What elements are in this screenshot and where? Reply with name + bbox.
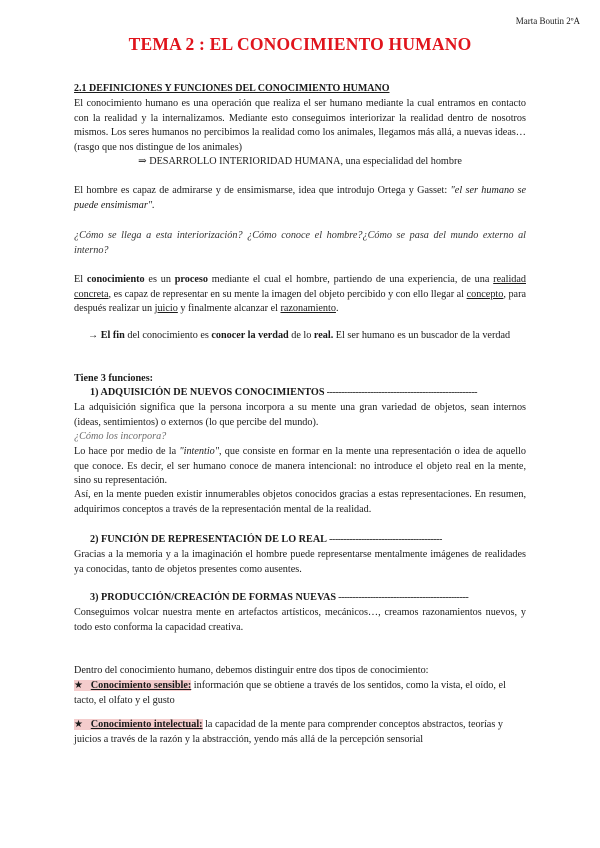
function-2-title: [90, 533, 526, 548]
def-text-7: .: [335, 303, 339, 314]
arrow-line-text: ⇒ DESARROLLO INTERIORIDAD HUMANA, una especialidad del hombre: [138, 156, 462, 167]
function-1-summary: [74, 488, 526, 517]
type-sensible-label: Conocimiento sensible:: [90, 680, 192, 691]
def-underline-concepto: concepto: [466, 288, 504, 300]
function-1-question-text: ¿Cómo los incorpora?: [74, 431, 167, 442]
def-text-3: mediante el cual el hombre, partiendo de una experiencia, de una: [207, 274, 494, 285]
intro-paragraph: [74, 97, 526, 155]
fin-text-1: del conocimiento es: [124, 330, 212, 341]
fin-paragraph: [88, 329, 526, 344]
type-intelectual: [74, 718, 526, 747]
section-heading: [74, 82, 526, 97]
questions-text: ¿Cómo se llega a esta interiorización? ¿Cómo conoce el hombre?¿Cómo se pasa del mundo externo al interno?: [74, 230, 526, 256]
function-3-text: [74, 606, 526, 635]
section-heading-text: 2.1 DEFINICIONES Y FUNCIONES DEL CONOCIMIENTO HUMANO: [74, 83, 390, 94]
author-header: Marta Boutin 2ºA: [515, 16, 580, 26]
ortega-quote: "el ser humano se puede ensimismar".: [74, 185, 526, 211]
function-1-text: [74, 401, 526, 430]
function-3-text-body: Conseguimos volcar nuestra mente en artefactos artísticos, mecánicos…, creamos razonamientos nuevos, y todo esto conforma la capacidad creativa.: [74, 607, 526, 633]
ortega-text: El hombre es capaz de admirarse y de ensimismarse, idea que introdujo Ortega y Gasset:: [74, 185, 451, 196]
page-title: TEMA 2 : EL CONOCIMIENTO HUMANO: [128, 34, 472, 54]
function-1-summary-text: Así, en la mente pueden existir innumerables objetos conocidos gracias a estas representaciones. En resumen, adquirimos conceptos a través de la representación mental de la realidad.: [74, 489, 526, 515]
def-bold-proceso: proceso: [174, 274, 208, 285]
ortega-paragraph: [74, 184, 526, 213]
function-2-text: [74, 548, 526, 577]
intentio-text-b: , que consiste en formar en la mente una representación o idea de aquello que conoce. Es decir, el ser humano conoce de manera intencional: no introduce el objeto real en la mente, sino su representación.: [74, 446, 526, 486]
fin-text-3: El ser humano es un buscador de la verdad: [333, 330, 511, 341]
function-1-text-body: La adquisición significa que la persona incorpora a su mente una gran variedad de objetos, sean internos (ideas, sentimientos) o externos (lo que percibe del mundo).: [74, 402, 526, 428]
def-text-5: , para después realizar un: [74, 288, 526, 314]
def-underline-realidad: realidad concreta: [74, 274, 526, 300]
intentio-word: "intentio": [179, 446, 220, 457]
function-1-title: [90, 386, 526, 401]
def-text-2: es un: [144, 274, 175, 285]
type-intelectual-highlight: [74, 719, 203, 730]
questions-paragraph: [74, 229, 526, 258]
definition-paragraph: [74, 273, 526, 317]
function-2-dashes: ---------------------------------------: [326, 534, 442, 545]
def-underline-razonamiento: razonamiento: [280, 303, 336, 314]
functions-intro-text: Tiene 3 funciones:: [74, 373, 154, 384]
arrow-line: [74, 155, 526, 170]
types-intro-text: Dentro del conocimiento humano, debemos distinguir entre dos tipos de conocimiento:: [74, 665, 429, 676]
function-3-title-text: 3) PRODUCCIÓN/CREACIÓN DE FORMAS NUEVAS: [90, 592, 337, 603]
function-2-text-body: Gracias a la memoria y a la imaginación el hombre puede representarse mentalmente imágenes de realidades ya conocidas, tanto de objetos presentes como ausentes.: [74, 549, 526, 575]
fin-arrow: →: [88, 330, 101, 341]
function-3-dashes: ---------------------------------------------: [336, 592, 469, 603]
function-1-dashes: ----------------------------------------------------: [324, 387, 477, 398]
star-icon: ★: [74, 719, 84, 730]
function-2-title-text: 2) FUNCIÓN DE REPRESENTACIÓN DE LO REAL: [90, 534, 327, 545]
function-3-title: [90, 591, 526, 606]
types-intro: [74, 664, 526, 679]
def-text-1: El: [74, 274, 87, 285]
def-text-6: y finalmente alcanzar el: [177, 303, 281, 314]
fin-text-2: de lo: [288, 330, 314, 341]
type-sensible-highlight: [74, 680, 191, 691]
type-intelectual-label: Conocimiento intelectual:: [90, 719, 203, 730]
def-underline-juicio: juicio: [154, 303, 178, 314]
def-bold-conocimiento: conocimiento: [86, 274, 145, 285]
intentio-text-a: Lo hace por medio de la: [74, 446, 180, 457]
star-icon: ★: [74, 680, 84, 691]
functions-intro: [74, 372, 526, 387]
function-1-question: [74, 430, 526, 445]
type-sensible: [74, 679, 526, 708]
intro-paragraph-text: El conocimiento humano es una operación que realiza el ser humano mediante la cual entramos en contacto con la realidad y la internalizamos. Mediante esto conseguimos interiorizar la realidad dentro de nosotros mismos. Los seres humanos no percibimos la realidad como los animales, llegamos más allá, a nuevas ideas… (rasgo que nos distingue de los animales): [74, 98, 526, 153]
type-intelectual-text: la capacidad de la mente para comprender conceptos abstractos, teorías y juicios a través de la razón y la abstracción, yendo más allá de la percepción sensorial: [74, 719, 503, 745]
function-1-intentio: [74, 445, 526, 489]
fin-bold-2: conocer la verdad: [211, 330, 289, 341]
type-sensible-text: información que se obtiene a través de los sentidos, como la vista, el oído, el tacto, el olfato y el gusto: [74, 680, 506, 706]
fin-bold-1: El fin: [100, 330, 125, 341]
function-1-title-text: 1) ADQUISICIÓN DE NUEVOS CONOCIMIENTOS: [90, 387, 325, 398]
fin-bold-3: real.: [313, 330, 334, 341]
def-text-4: , es capaz de representar en su mente la imagen del objeto percibido y con ello llegar al: [108, 288, 467, 300]
